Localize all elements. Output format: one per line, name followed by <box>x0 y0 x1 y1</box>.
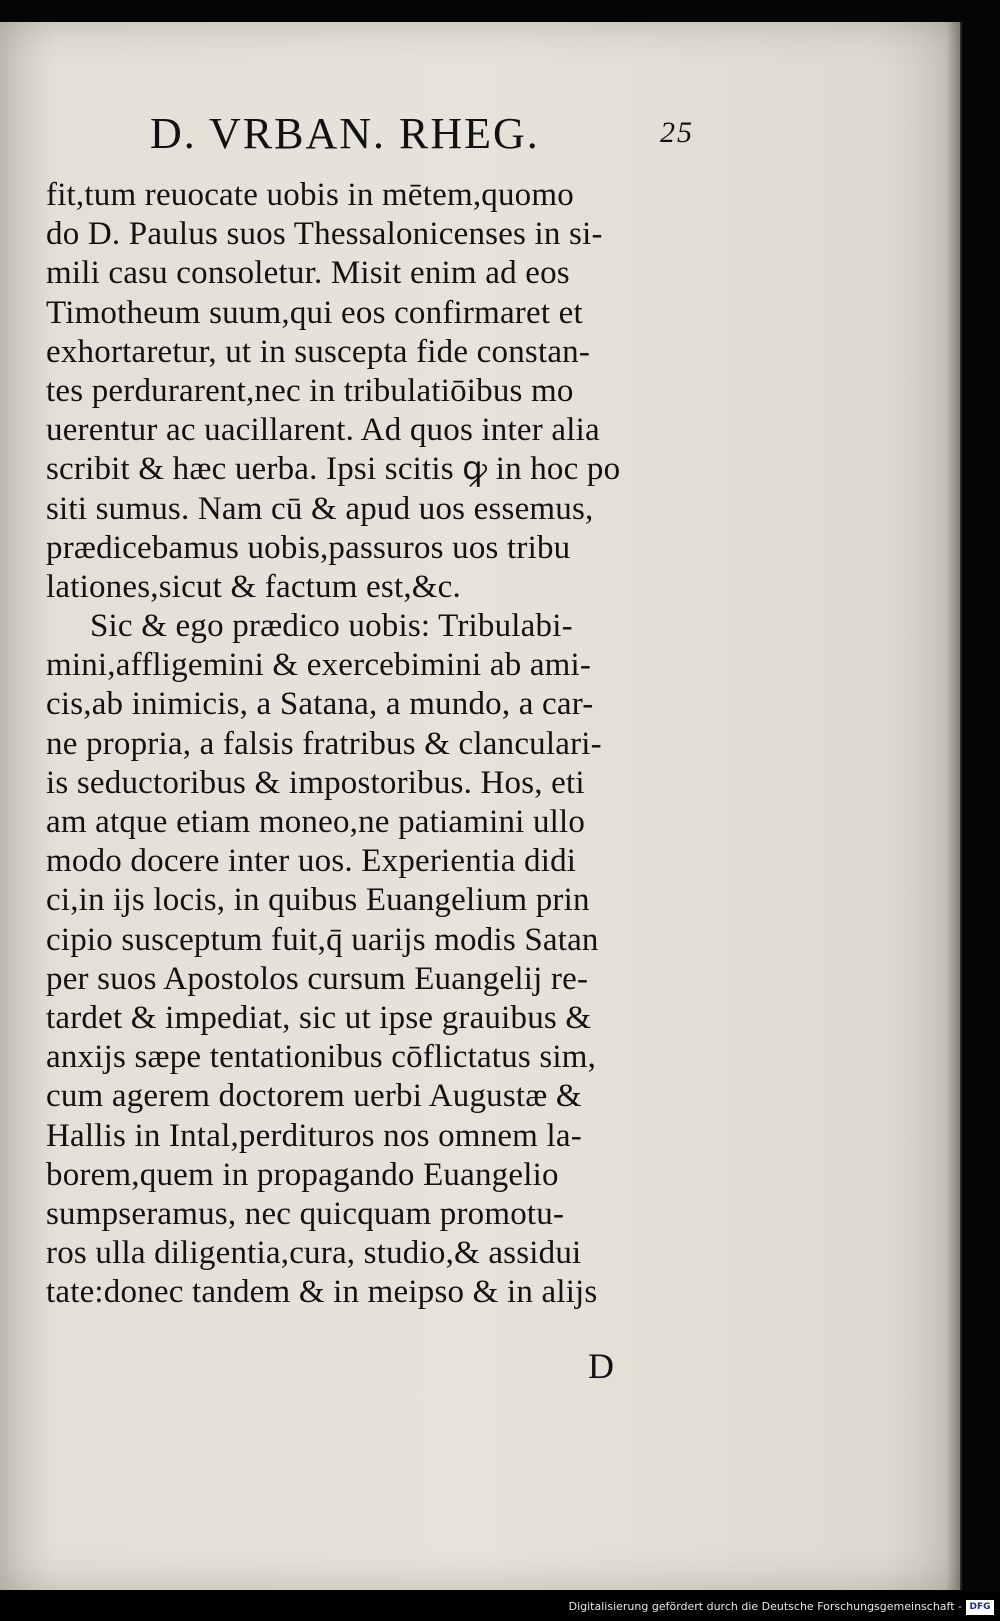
text-line: Timotheum suum,qui eos confirmaret et <box>46 294 583 331</box>
text-line: cum agerem doctorem uerbi Augustæ & <box>46 1078 582 1115</box>
running-head <box>150 108 710 168</box>
text-line: per suos Apostolos cursum Euangelij re- <box>46 960 589 997</box>
folio-number: 25 <box>660 116 694 149</box>
text-line: ne propria, a falsis fratribus & clanculari- <box>46 725 602 762</box>
text-line: anxijs sæpe tentationibus cōflictatus sim, <box>46 1039 597 1076</box>
text-line: sumpseramus, nec quicquam promotu- <box>46 1195 565 1232</box>
text-line: do D. Paulus suos Thessalonicenses in si- <box>46 216 603 253</box>
text-line: scribit & hæc uerba. Ipsi scitis ꝙ in hoc po <box>46 451 621 488</box>
text-line: siti sumus. Nam cū & apud uos essemus, <box>46 490 594 527</box>
text-line: cis,ab inimicis, a Satana, a mundo, a car- <box>46 686 594 723</box>
text-line: uerentur ac uacillarent. Ad quos inter alia <box>46 412 600 449</box>
text-line: am atque etiam moneo,ne patiamini ullo <box>46 804 586 840</box>
text-line: prædicebamus uobis,passuros uos tribu <box>46 529 571 566</box>
text-line: tardet & impediat, sic ut ipse grauibus & <box>46 999 592 1036</box>
signature-mark: D <box>588 1346 614 1386</box>
text-line: ci,in ijs locis, in quibus Euangelium prin <box>46 882 590 919</box>
text-line: ros ulla diligentia,cura, studio,& assidui <box>46 1235 582 1272</box>
footer-band <box>0 1591 1000 1621</box>
paragraph-start-line: Sic & ego prædico uobis: Tribulabi- <box>90 608 573 645</box>
text-line: is seductoribus & impostoribus. Hos, eti <box>46 764 585 801</box>
text-line: fit,tum reuocate uobis in mētem,quomo <box>46 177 574 213</box>
text-line: cipio susceptum fuit,q̄ uarijs modis Satan <box>46 921 599 958</box>
page-edge-shadow <box>946 22 960 1590</box>
digitization-credit: Digitalisierung gefördert durch die Deutsche Forschungsgemeinschaft - <box>568 1600 962 1613</box>
dfg-logo: DFG <box>966 1600 994 1615</box>
text-line: lationes,sicut & factum est,&c. <box>46 568 461 605</box>
text-line: mini,affligemini & exercebimini ab ami- <box>46 647 592 684</box>
text-line: Hallis in Intal,perdituros nos omnem la- <box>46 1117 582 1154</box>
text-line: borem,quem in propagando Euangelio <box>46 1156 559 1193</box>
text-line: modo docere inter uos. Experientia didi <box>46 843 577 880</box>
text-line: tes perdurarent,nec in tribulatiōibus mo <box>46 372 574 409</box>
body-text <box>46 176 736 1312</box>
running-head-title: D. VRBAN. RHEG. <box>150 109 540 158</box>
text-line: tate:donec tandem & in meipso & in alijs <box>46 1274 598 1311</box>
text-line: exhortaretur, ut in suscepta fide constan- <box>46 333 591 370</box>
text-line: mili casu consoletur. Misit enim ad eos <box>46 255 570 292</box>
